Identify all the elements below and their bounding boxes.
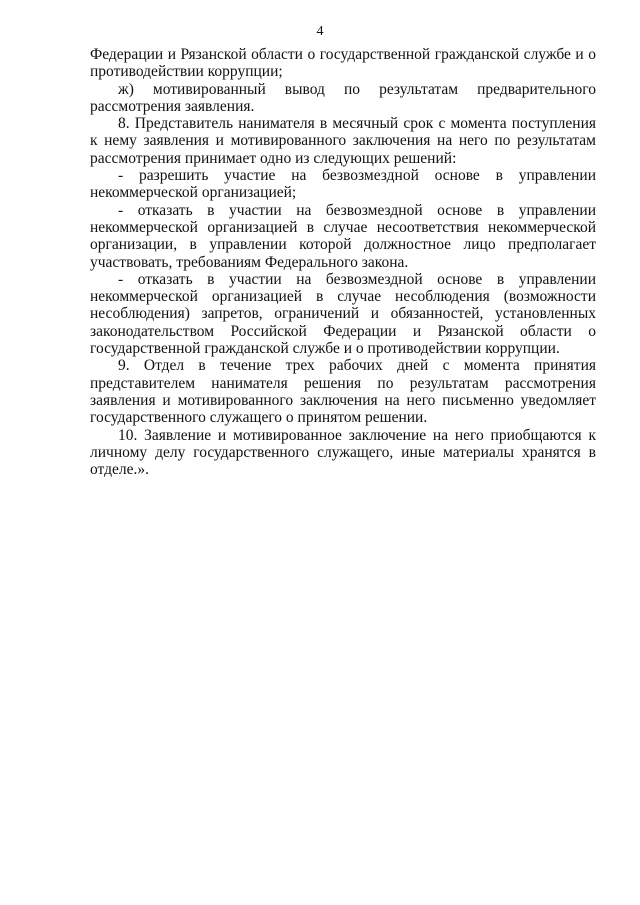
paragraph-8: 8. Представитель нанимателя в месячный срок с момента поступления к нему заявления и мотивированного заключения на него по результатам рассмотрения принимает одно из следующих решений:: [90, 115, 596, 167]
document-body: [90, 46, 596, 478]
paragraph-9: 9. Отдел в течение трех рабочих дней с момента принятия представителем нанимателя решения по результатам рассмотрения заявления и мотивированного заключения на него письменно уведомляет государственного служащего о принятом решении.: [90, 357, 596, 427]
paragraph-10: 10. Заявление и мотивированное заключение на него приобщаются к личному делу государственного служащего, иные материалы хранятся в отделе.».: [90, 426, 596, 479]
paragraph-decision-allow: - разрешить участие на безвозмездной основе в управлении некоммерческой организацией;: [90, 167, 596, 202]
paragraph-continuation: Федерации и Рязанской области о государственной гражданской службе и о противодействии коррупции;: [90, 46, 596, 81]
page-number: 4: [316, 24, 324, 39]
paragraph-decision-refuse-mismatch: - отказать в участии на безвозмездной основе в управлении некоммерческой организацией в случае несоответствия некоммерческой организации, в управлении которой должностное лицо предполагает участвовать, требованиям Федерального закона.: [90, 201, 596, 271]
paragraph-item-zh: ж) мотивированный вывод по результатам предварительного рассмотрения заявления.: [90, 80, 596, 115]
paragraph-decision-refuse-noncompliance: - отказать в участии на безвозмездной основе в управлении некоммерческой организацией в случае несоблюдения (возможности несоблюдения) запретов, ограничений и обязанностей, установленных законодательством Российской Федерации и Рязанской области о государственной гражданской службе и о противодействии коррупции.: [90, 270, 596, 358]
